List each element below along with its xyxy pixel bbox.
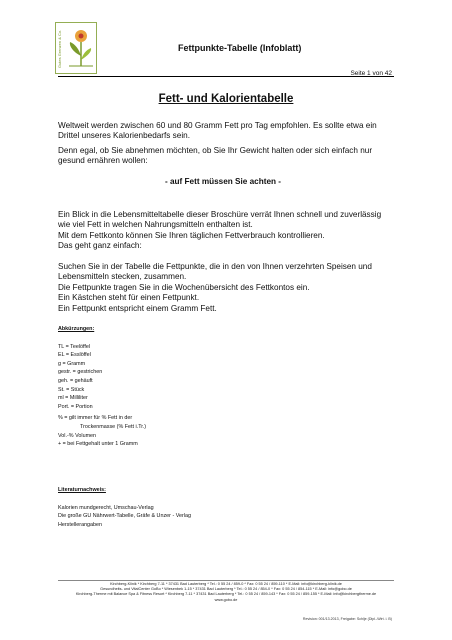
intro-paragraph-2: Denn egal, ob Sie abnehmen möchten, ob Sie Ihr Gewicht halten oder sich einfach nur gesund ernähren wollen: <box>58 145 373 166</box>
emphasis-line: - auf Fett müssen Sie achten - <box>164 177 281 186</box>
footer-website: www.gobo.de <box>214 597 238 602</box>
literature-heading: Literaturnachweis: <box>58 487 106 493</box>
abbreviation-item: + = bei Fettgehalt unter 1 Gramm <box>58 441 138 448</box>
body-paragraph-5: Die Fettpunkte tragen Sie in die Wochenübersicht des Fettkontos ein. <box>58 282 310 292</box>
abbreviations-heading: Abkürzungen: <box>58 326 95 332</box>
body-paragraph-3: Das geht ganz einfach: <box>58 241 142 251</box>
abbreviation-item: St. = Stück <box>58 386 85 393</box>
literature-item: Kalorien mundgerecht, Umschau-Verlag <box>58 504 154 511</box>
footer-line-2: Gesundheits- und VitalCenter GoBo * Wiesenbek 1-15 * 37431 Bad Lauterberg * Tel.: 0 55 24 / 854-0 * Fax: 0 55 24 / 854-115 * E-Mail: info@gobo.de <box>100 587 352 592</box>
footer-line-1: Kirchberg-Klinik * Kirchberg 7-11 * 37431 Bad Lauterberg * Tel.: 0 55 24 / 859-0 * Fax: 0 55 24 / 859-110 * E-Mail: info@kirchberg-klinik.de <box>110 582 342 586</box>
literature-item: Die große GU Nährwert-Tabelle, Gräfe & Unzer - Verlag <box>58 513 192 520</box>
literature-item: Herstellerangaben <box>58 521 103 528</box>
footer-divider <box>58 580 394 581</box>
abbreviation-item: gestr. = gestrichen <box>58 369 103 376</box>
body-paragraph-7: Ein Fettpunkt entspricht einem Gramm Fett. <box>58 303 217 313</box>
footer <box>58 582 394 603</box>
abbreviation-item: Vol.-% Volumen <box>58 432 97 439</box>
abbreviation-item: % = gilt immer für % Fett in der <box>58 415 133 422</box>
body-paragraph-4: Suchen Sie in der Tabelle die Fettpunkte, die in den von Ihnen verzehrten Speisen und Lebensmitteln stecken, zusammen. <box>58 262 372 282</box>
intro-paragraph-1: Weltweit werden zwischen 60 und 80 Gramm Fett pro Tag empfohlen. Es sollte etwa ein Drittel unseres Kalorienbedarfs sein. <box>58 121 377 141</box>
abbreviation-item: Trockenmasse (% Fett i.Tr.) <box>80 423 147 430</box>
abbreviation-item: Port. = Portion <box>58 403 93 410</box>
footer-line-3: Kirchberg-Therme mit Balance Spa & Fitness Resort * Kirchberg 7-11 * 37431 Bad Lauterberg * Tel.: 0 55 24 / 859-143 * Fax: 0 55 24 / 859-155 * E-Mail: info@kirchbergtherme.de <box>75 592 377 597</box>
intro-section <box>58 121 388 171</box>
body-section-2 <box>58 262 388 314</box>
abbreviation-item: EL = Esslöffel <box>58 352 91 359</box>
abbreviation-item: g = Gramm <box>58 360 86 367</box>
page-number: Seite 1 von 42 <box>350 70 392 77</box>
header-title: Fettpunkte-Tabelle (Infoblatt) <box>178 43 302 53</box>
literature-section <box>58 486 358 529</box>
logo-text: Gutes Grenzen & Co. <box>57 29 62 69</box>
body-paragraph-6: Ein Kästchen steht für einen Fettpunkt. <box>58 293 200 303</box>
body-paragraph-1: Ein Blick in die Lebensmitteltabelle dieser Broschüre verrät Ihnen schnell und zuverlässig wie viel Fett in welchen Nahrungsmitteln enthalten ist. <box>58 210 382 230</box>
abbreviations-section <box>58 325 358 449</box>
abbreviation-item: ml = Milliliter <box>58 395 88 402</box>
body-section-1 <box>58 210 388 256</box>
abbreviation-item: TL = Teelöffel <box>58 343 91 350</box>
abbreviation-item: geh. = gehäuft <box>58 377 93 384</box>
body-paragraph-2: Mit dem Fettkonto können Sie Ihren täglichen Fettverbrauch kontrollieren. <box>58 230 325 240</box>
header-divider <box>58 76 394 77</box>
document-title: Fett- und Kalorientabelle <box>158 93 294 105</box>
revision-note: Revision: 001/13.2013, Freigabe: Schlje (Dipl.-Wirt. i. B) <box>302 617 392 621</box>
